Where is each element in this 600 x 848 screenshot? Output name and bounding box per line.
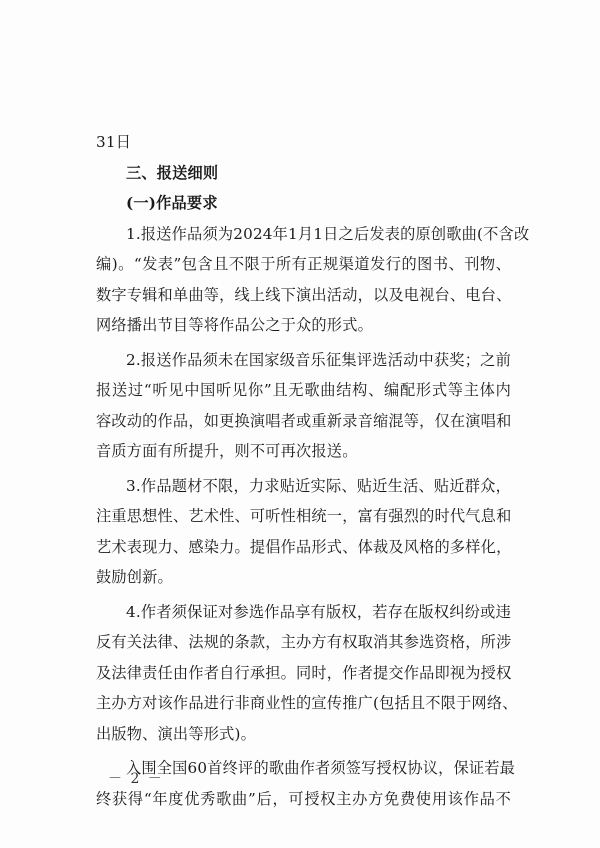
- subsection-heading: (一)作品要求: [126, 194, 218, 212]
- page-number: － 2 －: [108, 771, 164, 787]
- paragraph-1: [96, 219, 530, 341]
- paragraph-4: [96, 597, 518, 750]
- paragraph-line: 主办方对该作品进行非商业性的宣传推广(包括且不限于网络、: [96, 694, 518, 712]
- paragraph-line: 反有关法律、法规的条款，主办方有权取消其参选资格，所涉: [96, 633, 512, 651]
- paragraph-line: 4.作者须保证对参选作品享有版权，若存在版权纠纷或违: [126, 602, 511, 621]
- paragraph-line: 2.报送作品须未在国家级音乐征集评选活动中获奖；之前: [126, 350, 511, 369]
- paragraph-line: 3.作品题材不限，力求贴近实际、贴近生活、贴近群众，: [126, 476, 511, 495]
- paragraph-line: 音质方面有所提升，则不可再次报送。: [96, 442, 358, 460]
- paragraph-line: 容改动的作品，如更换演唱者或重新录音缩混等，仅在演唱和: [96, 411, 512, 430]
- paragraph-line: 报送过“听见中国听见你”且无歌曲结构、编配形式等主体内: [96, 381, 511, 399]
- section-heading: 三、报送细则: [126, 163, 219, 182]
- paragraph-line: 终获得“年度优秀歌曲”后，可授权主办方免费使用该作品不: [96, 789, 511, 808]
- paragraph-3: [96, 471, 511, 593]
- paragraph-line: 出版物、演出等形式)。: [96, 724, 257, 743]
- paragraph-2: [96, 345, 511, 467]
- continuation-line: 31日: [96, 133, 132, 151]
- paragraph-line: 数字专辑和单曲等，线上线下演出活动，以及电视台、电台、: [96, 285, 512, 304]
- paragraph-line: 及法律责任由作者自行承担。同时，作者提交作品即视为授权: [96, 663, 512, 682]
- paragraph-line: 艺术表现力、感染力。提倡作品形式、体裁及风格的多样化，: [96, 537, 512, 556]
- paragraph-line: 注重思想性、艺术性、可听性相统一，富有强烈的时代气息和: [96, 507, 512, 525]
- paragraph-line: 1.报送作品须为2024年1月1日之后发表的原创歌曲(不含改: [126, 224, 530, 243]
- paragraph-line: 网络播出节目等将作品公之于众的形式。: [96, 316, 373, 334]
- paragraph-line: 鼓励创新。: [96, 568, 173, 586]
- paragraph-line: 入围全国60首终评的歌曲作者须签写授权协议，保证若最: [126, 759, 516, 777]
- document-body: [96, 127, 530, 814]
- paragraph-line: 编)。“发表”包含且不限于所有正规渠道发行的图书、刊物、: [96, 255, 511, 273]
